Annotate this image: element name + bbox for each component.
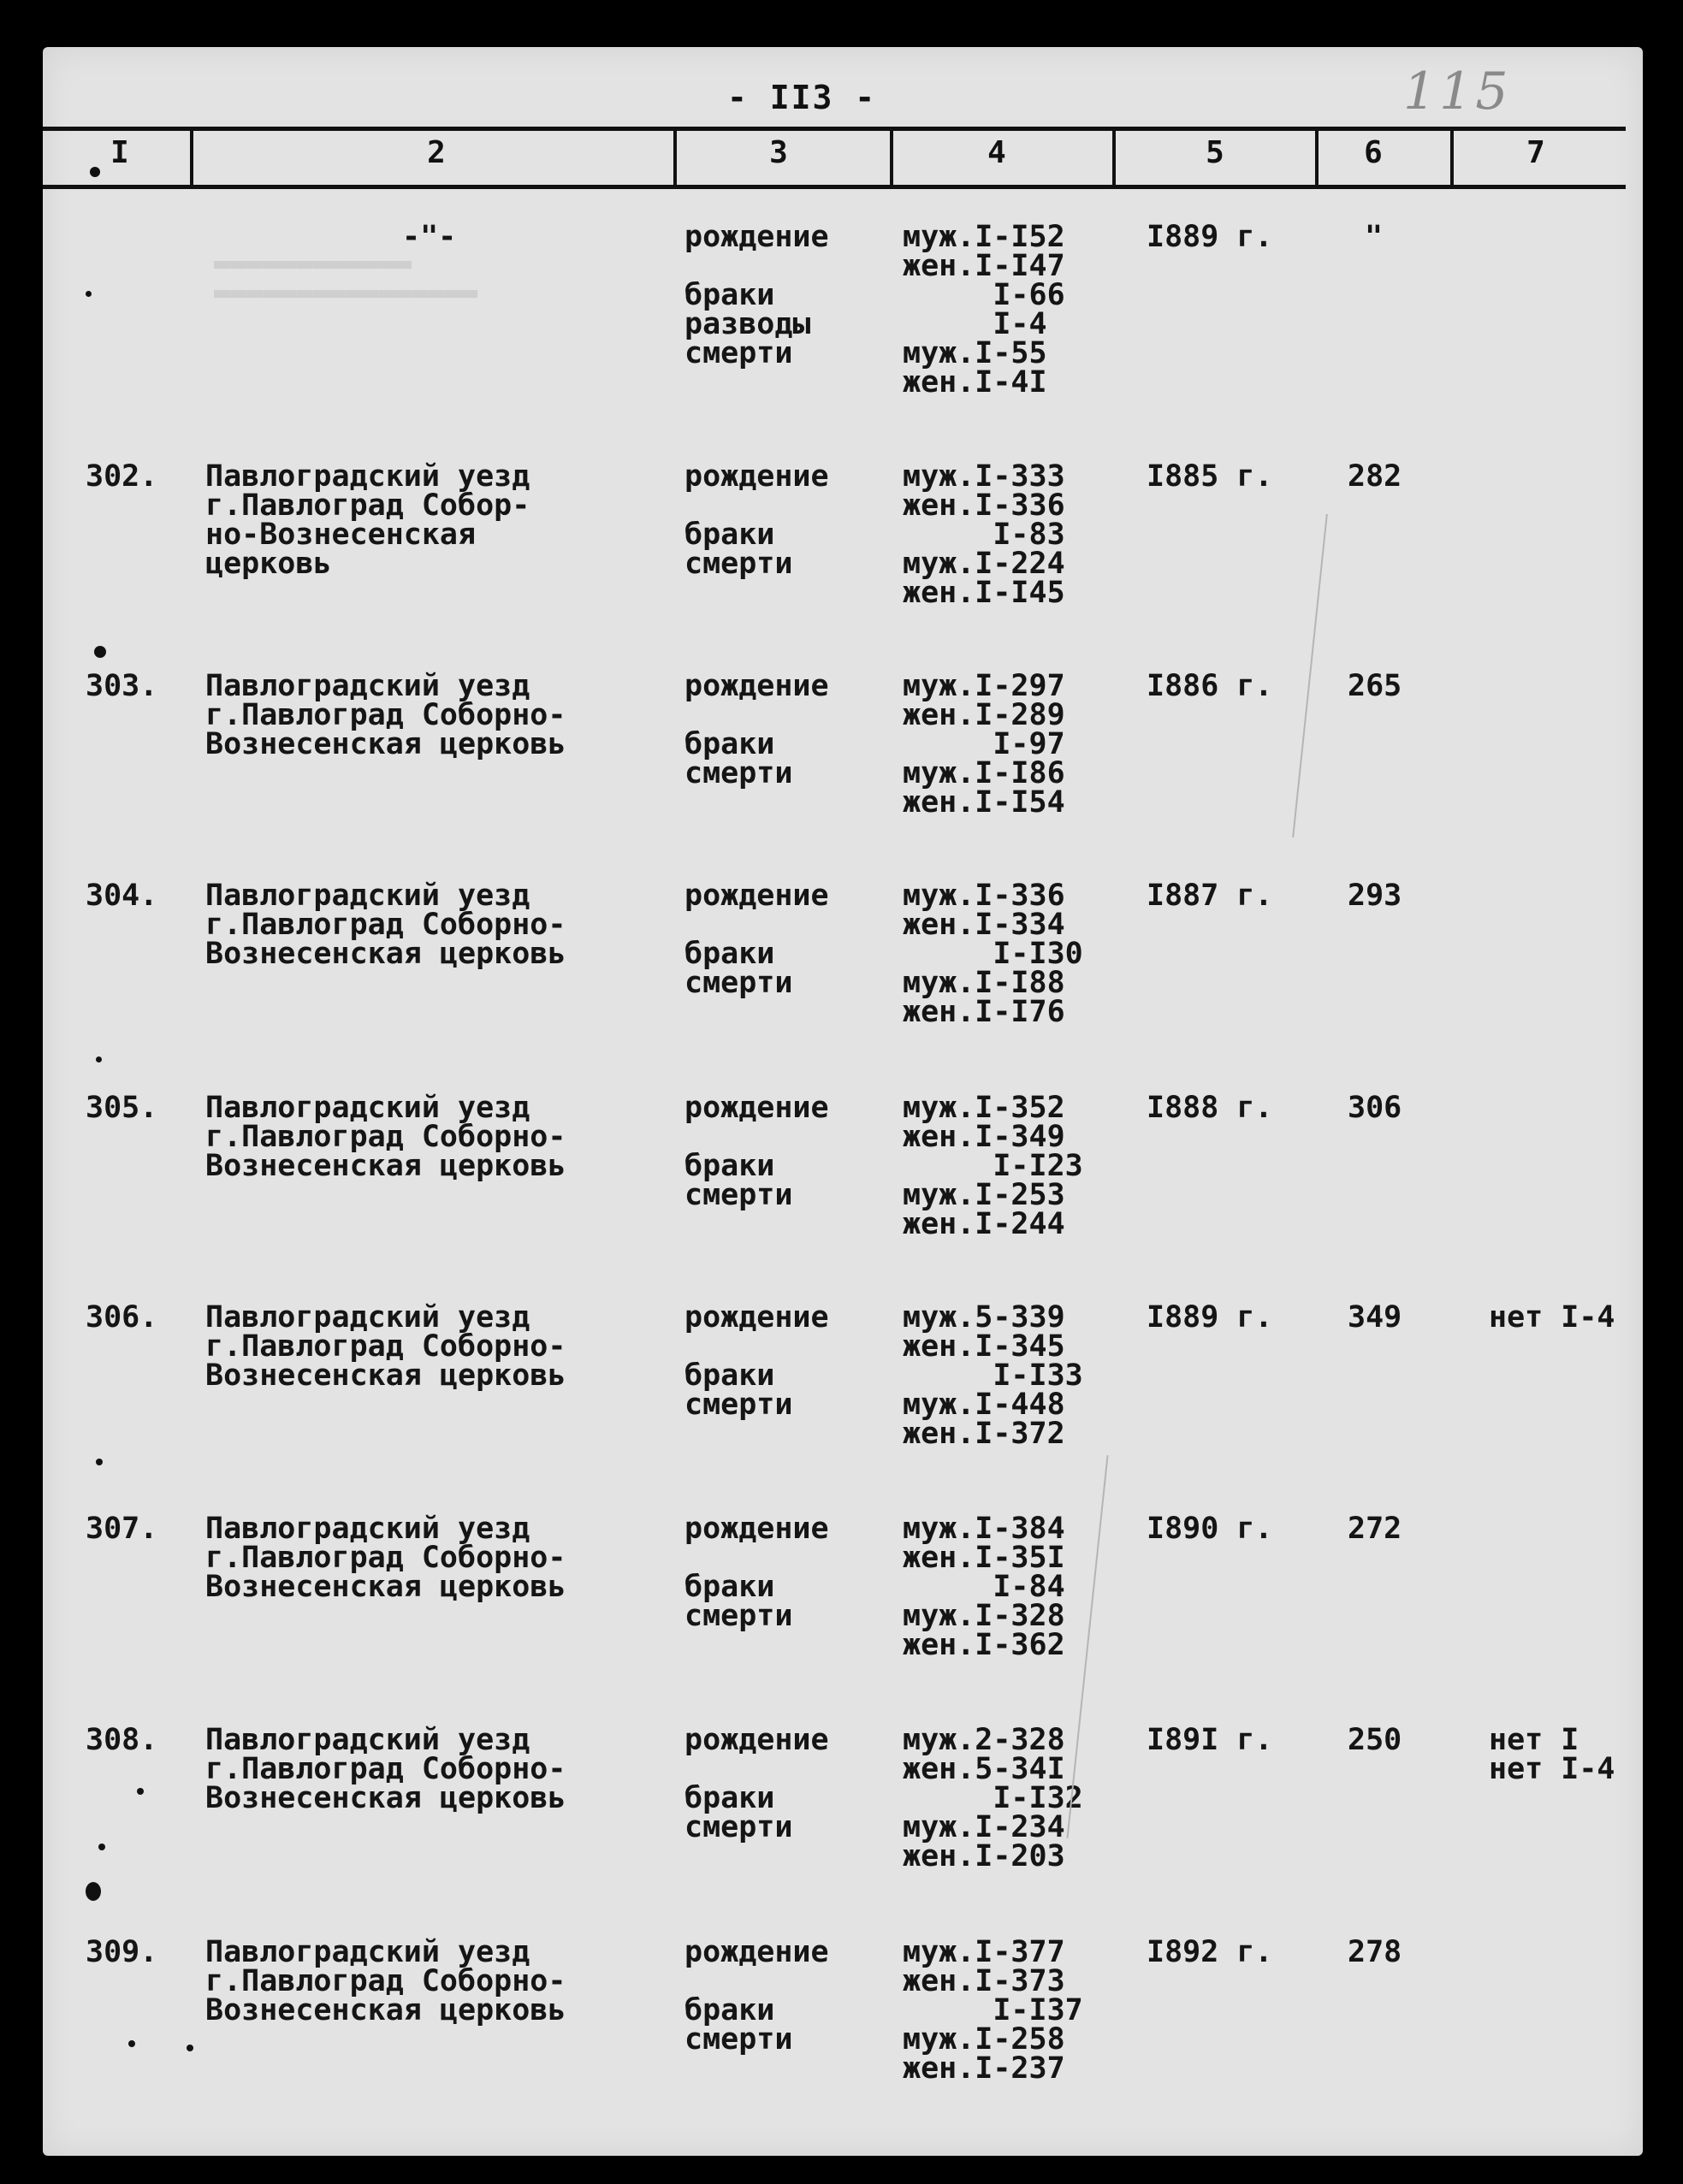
counts-cell: муж.I-377 жен.I-373 I-I37 муж.I-258 жен.I-237	[903, 1935, 1083, 2086]
column-header: 7	[1526, 135, 1545, 170]
total-cell: "	[1365, 220, 1384, 254]
column-divider	[890, 128, 893, 188]
column-divider	[673, 128, 677, 188]
column-divider	[190, 128, 193, 188]
column-header: I	[110, 135, 129, 170]
row-number: 307.	[86, 1512, 158, 1546]
total-cell: 272	[1348, 1512, 1402, 1546]
counts-cell: муж.I-297 жен.I-289 I-97 муж.I-I86 жен.I-I54	[903, 669, 1065, 820]
total-cell: 250	[1348, 1723, 1402, 1757]
column-header: 5	[1206, 135, 1224, 170]
counts-cell: муж.5-339 жен.I-345 I-I33 муж.I-448 жен.I-372	[903, 1300, 1083, 1451]
column-divider	[1315, 128, 1319, 188]
total-cell: 265	[1348, 669, 1402, 703]
note-cell: нет I-4	[1489, 1300, 1615, 1335]
year-cell: I889 г.	[1147, 220, 1273, 254]
column-header: 3	[769, 135, 788, 170]
header-bottom-rule	[43, 185, 1626, 189]
counts-cell: муж.I-I52 жен.I-I47 I-66 I-4 муж.I-55 жен.I-4I	[903, 220, 1065, 400]
column-header: 2	[427, 135, 446, 170]
ink-speck	[187, 2045, 193, 2051]
note-cell: нет I нет I-4	[1489, 1723, 1615, 1786]
events-cell: рождение браки смерти	[684, 669, 829, 790]
place-cell: Павлоградский уезд г.Павлоград Соборно- Вознесенская церковь	[205, 1935, 566, 2027]
events-cell: рождение браки разводы смерти	[684, 220, 829, 370]
counts-cell: муж.I-384 жен.I-35I I-84 муж.I-328 жен.I-362	[903, 1512, 1065, 1662]
ink-speck	[96, 1459, 103, 1465]
year-cell: I889 г.	[1147, 1300, 1273, 1335]
year-cell: I886 г.	[1147, 669, 1273, 703]
row-number: 302.	[86, 459, 158, 494]
row-number: 308.	[86, 1723, 158, 1757]
ink-speck	[86, 1882, 101, 1901]
year-cell: I885 г.	[1147, 459, 1273, 494]
events-cell: рождение браки смерти	[684, 459, 829, 581]
year-cell: I890 г.	[1147, 1512, 1273, 1546]
year-cell: I887 г.	[1147, 879, 1273, 913]
place-cell: -"-	[402, 220, 457, 254]
year-cell: I888 г.	[1147, 1091, 1273, 1125]
year-cell: I892 г.	[1147, 1935, 1273, 1969]
handwritten-page-number: 115	[1403, 62, 1512, 121]
events-cell: рождение браки смерти	[684, 1512, 829, 1633]
place-cell: Павлоградский уезд г.Павлоград Соборно- Вознесенская церковь	[205, 879, 566, 971]
place-cell: Павлоградский уезд г.Павлоград Соборно- Вознесенская церковь	[205, 1091, 566, 1183]
events-cell: рождение браки смерти	[684, 1935, 829, 2057]
row-number: 306.	[86, 1300, 158, 1335]
events-cell: рождение браки смерти	[684, 1723, 829, 1844]
total-cell: 278	[1348, 1935, 1402, 1969]
events-cell: рождение браки смерти	[684, 1091, 829, 1212]
row-number: 304.	[86, 879, 158, 913]
ink-speck	[98, 1844, 105, 1850]
column-divider	[1112, 128, 1116, 188]
place-cell: Павлоградский уезд г.Павлоград Собор- но-Вознесенская церковь	[205, 459, 530, 581]
bleed-through-text: ▬▬▬▬▬▬▬▬▬▬▬▬ ▬▬▬▬▬▬▬▬▬▬▬▬▬▬▬▬	[214, 246, 478, 308]
total-cell: 306	[1348, 1091, 1402, 1125]
header-top-rule	[43, 127, 1626, 131]
place-cell: Павлоградский уезд г.Павлоград Соборно- Вознесенская церковь	[205, 1723, 566, 1815]
counts-cell: муж.I-333 жен.I-336 I-83 муж.I-224 жен.I-I45	[903, 459, 1065, 610]
row-number: 303.	[86, 669, 158, 703]
column-header: 6	[1364, 135, 1383, 170]
ink-speck	[86, 291, 92, 297]
total-cell: 282	[1348, 459, 1402, 494]
ink-speck	[96, 1056, 102, 1062]
column-divider	[1450, 128, 1454, 188]
place-cell: Павлоградский уезд г.Павлоград Соборно- Вознесенская церковь	[205, 1300, 566, 1393]
column-header: 4	[987, 135, 1006, 170]
counts-cell: муж.I-336 жен.I-334 I-I30 муж.I-I88 жен.I-I76	[903, 879, 1083, 1029]
counts-cell: муж.I-352 жен.I-349 I-I23 муж.I-253 жен.I-244	[903, 1091, 1083, 1241]
ink-speck	[90, 167, 100, 177]
counts-cell: муж.2-328 жен.5-34I I-I32 муж.I-234 жен.I-203	[903, 1723, 1083, 1873]
ink-speck	[137, 1788, 144, 1795]
row-number: 309.	[86, 1935, 158, 1969]
events-cell: рождение браки смерти	[684, 879, 829, 1000]
ink-speck	[128, 2040, 135, 2047]
events-cell: рождение браки смерти	[684, 1300, 829, 1422]
page-number: - II3 -	[727, 79, 877, 116]
row-number: 305.	[86, 1091, 158, 1125]
year-cell: I89I г.	[1147, 1723, 1273, 1757]
ink-speck	[94, 646, 106, 658]
place-cell: Павлоградский уезд г.Павлоград Соборно- Вознесенская церковь	[205, 669, 566, 761]
total-cell: 349	[1348, 1300, 1402, 1335]
total-cell: 293	[1348, 879, 1402, 913]
place-cell: Павлоградский уезд г.Павлоград Соборно- Вознесенская церковь	[205, 1512, 566, 1604]
